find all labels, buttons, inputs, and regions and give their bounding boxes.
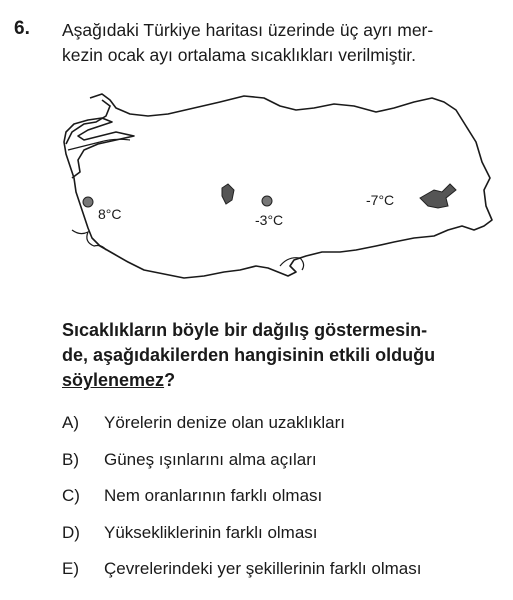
question-text <box>62 18 502 68</box>
option-letter: A) <box>62 413 79 433</box>
option-text: Yüksekliklerinin farklı olması <box>104 522 318 542</box>
lake-van-icon <box>420 184 456 208</box>
lake-icon <box>222 184 234 204</box>
prompt-line-1: Sıcaklıkların böyle bir dağılış göstermesin- <box>62 320 428 340</box>
question-text-line-1: Aşağıdaki Türkiye haritası üzerinde üç ayrı mer- <box>62 20 434 40</box>
center-temperature-label: -3°C <box>255 212 284 228</box>
option-c[interactable] <box>62 478 502 515</box>
option-text: Güneş ışınlarını alma açıları <box>104 449 317 469</box>
turkey-outline <box>64 94 492 278</box>
east-temperature-label: -7°C <box>366 192 395 208</box>
center-station-marker <box>262 196 272 206</box>
option-e[interactable] <box>62 551 502 588</box>
turkey-outline-svg <box>44 80 494 310</box>
option-letter: B) <box>62 449 79 469</box>
thrace-outline <box>66 100 110 144</box>
prompt-negation-word: söylenemez <box>62 370 165 390</box>
west-temperature-label: 8°C <box>98 206 122 222</box>
prompt-question-mark: ? <box>164 370 176 390</box>
turkey-map <box>44 80 494 310</box>
option-text: Çevrelerindeki yer şekillerinin farklı olması <box>104 559 422 579</box>
west-station-marker <box>83 197 93 207</box>
question-prompt <box>62 318 502 393</box>
answer-options <box>62 405 502 588</box>
option-b[interactable] <box>62 442 502 479</box>
option-text: Nem oranlarının farklı olması <box>104 486 323 506</box>
option-letter: C) <box>62 486 80 506</box>
option-letter: D) <box>62 522 80 542</box>
option-text: Yörelerin denize olan uzaklıkları <box>104 413 345 433</box>
prompt-line-3 <box>62 368 502 393</box>
question-text-line-2: kezin ocak ayı ortalama sıcaklıkları verilmiştir. <box>62 45 416 65</box>
prompt-line-2: de, aşağıdakilerden hangisinin etkili olduğu <box>62 345 436 365</box>
option-letter: E) <box>62 559 79 579</box>
option-a[interactable] <box>62 405 502 442</box>
option-d[interactable] <box>62 515 502 552</box>
question-number: 6. <box>14 18 30 39</box>
marmara-coast <box>68 139 130 150</box>
